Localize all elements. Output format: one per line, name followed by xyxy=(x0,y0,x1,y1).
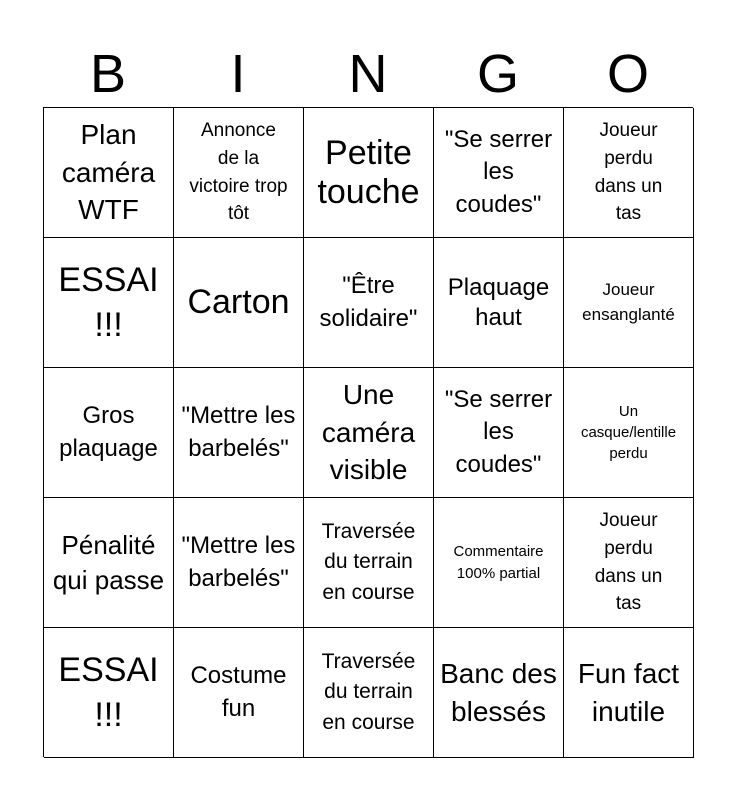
cell-text: Banc des blessés xyxy=(440,657,557,727)
cell-text: Plaquage haut xyxy=(447,273,550,331)
bingo-cell-r4-c1[interactable] xyxy=(44,498,174,628)
bingo-cell-r5-c1[interactable] xyxy=(44,628,174,758)
cell-text: Joueur ensanglanté xyxy=(582,279,675,324)
header-letter-n: N xyxy=(348,44,388,104)
cell-text: "Mettre les barbelés" xyxy=(181,402,296,462)
bingo-cell-r3-c1[interactable] xyxy=(44,368,174,498)
bingo-cell-r5-c4[interactable] xyxy=(434,628,564,758)
cell-text: ESSAI !!! xyxy=(58,651,159,734)
cell-text: ESSAI !!! xyxy=(58,261,159,344)
bingo-cell-r5-c3[interactable] xyxy=(304,628,434,758)
cell-text: Joueur perdu dans un tas xyxy=(594,120,663,225)
header-letter-o: O xyxy=(606,44,649,104)
cell-text: "Mettre les barbelés" xyxy=(181,532,296,592)
bingo-cell-r2-c3[interactable] xyxy=(304,238,434,368)
bingo-cell-r1-c1[interactable] xyxy=(44,108,174,238)
cell-text: "Se serrer les coudes" xyxy=(444,385,553,478)
cell-text: Traversée du terrain en course xyxy=(321,649,416,734)
cell-text: Joueur perdu dans un tas xyxy=(594,510,663,615)
bingo-cell-r4-c2[interactable] xyxy=(174,498,304,628)
bingo-cell-r2-c2[interactable] xyxy=(174,238,304,368)
bingo-cell-r3-c5[interactable] xyxy=(564,368,694,498)
bingo-cell-r5-c2[interactable] xyxy=(174,628,304,758)
bingo-cell-r1-c2[interactable] xyxy=(174,108,304,238)
cell-text: Petite touche xyxy=(317,134,420,211)
bingo-cell-r4-c4[interactable] xyxy=(434,498,564,628)
cell-text: "Se serrer les coudes" xyxy=(444,125,553,218)
bingo-cell-r3-c4[interactable] xyxy=(434,368,564,498)
cell-text: Fun fact inutile xyxy=(577,657,680,727)
cell-text: Annonce de la victoire trop tôt xyxy=(189,120,288,225)
header-letter-i: I xyxy=(230,44,246,104)
cell-text: Gros plaquage xyxy=(59,402,158,462)
cell-text: Une caméra visible xyxy=(321,378,416,486)
bingo-cell-r2-c4[interactable] xyxy=(434,238,564,368)
bingo-cell-r2-c5[interactable] xyxy=(564,238,694,368)
cell-text: Traversée du terrain en course xyxy=(321,519,416,604)
bingo-cell-r1-c5[interactable] xyxy=(564,108,694,238)
bingo-header xyxy=(43,40,693,108)
cell-text: Un casque/lentille perdu xyxy=(580,403,677,462)
header-letter-g: G xyxy=(476,44,519,104)
bingo-cell-r3-c2[interactable] xyxy=(174,368,304,498)
header-letter-b: B xyxy=(89,44,127,104)
bingo-cell-r4-c5[interactable] xyxy=(564,498,694,628)
cell-text: Commentaire 100% partial xyxy=(453,542,544,582)
bingo-cell-r1-c3[interactable] xyxy=(304,108,434,238)
bingo-card xyxy=(43,107,693,757)
cell-text: Plan caméra WTF xyxy=(61,118,156,226)
cell-text: Pénalité qui passe xyxy=(52,529,165,595)
bingo-cell-r1-c4[interactable] xyxy=(434,108,564,238)
bingo-cell-r5-c5[interactable] xyxy=(564,628,694,758)
cell-text: Costume fun xyxy=(190,662,287,722)
bingo-cell-r3-c3[interactable] xyxy=(304,368,434,498)
cell-text: Carton xyxy=(187,283,290,322)
bingo-cell-r2-c1[interactable] xyxy=(44,238,174,368)
cell-text: "Être solidaire" xyxy=(319,272,418,332)
bingo-cell-r4-c3[interactable] xyxy=(304,498,434,628)
